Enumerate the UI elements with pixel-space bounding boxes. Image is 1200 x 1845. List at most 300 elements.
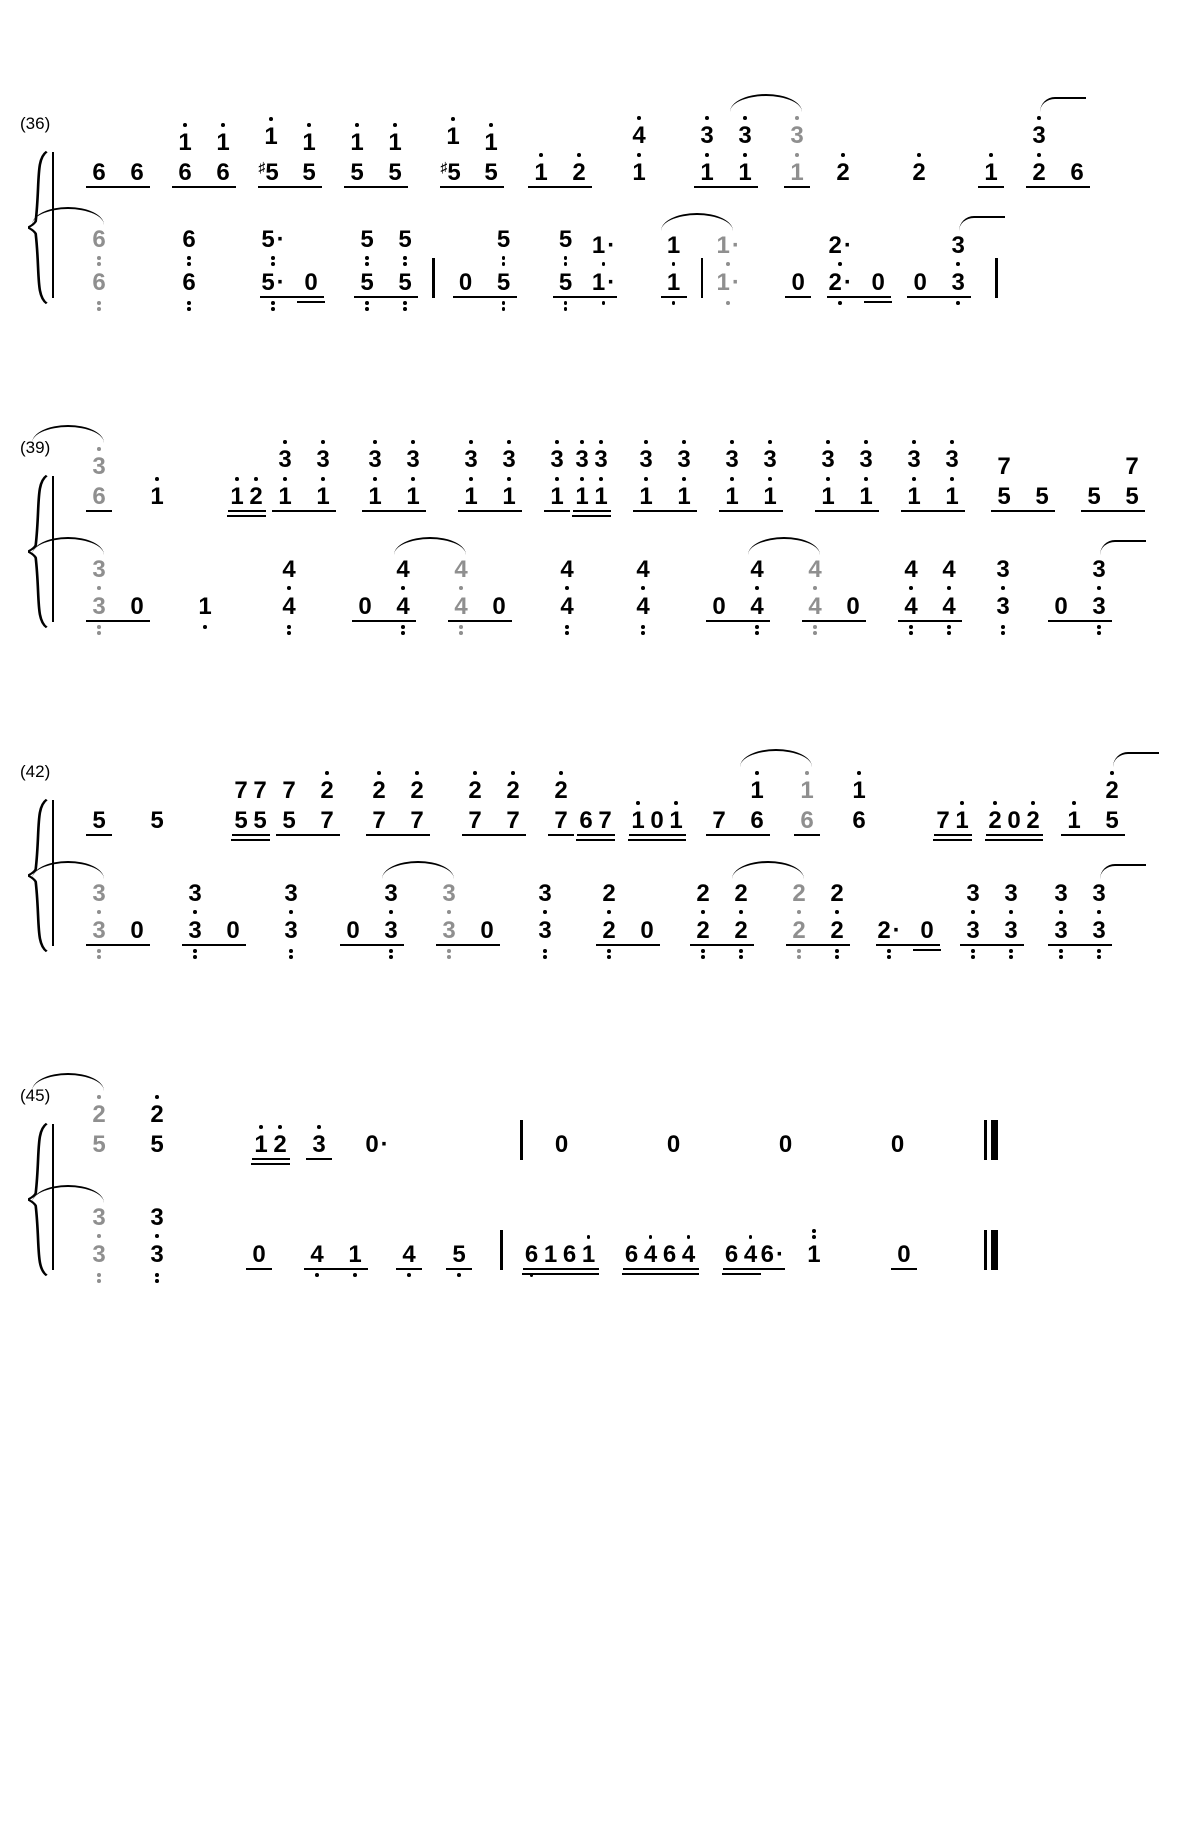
note (440, 117, 466, 150)
note-digit (719, 484, 745, 510)
digit: 4 (396, 593, 410, 620)
digit: 2 (696, 880, 710, 908)
octave-dot (271, 301, 275, 305)
note (706, 594, 732, 620)
digit: 4 (454, 556, 468, 584)
note-column (690, 881, 716, 944)
octave-dot (835, 955, 839, 959)
digit: 1 (725, 483, 739, 510)
octave-dots (998, 910, 1024, 914)
octave-dot (511, 771, 515, 775)
note (934, 808, 952, 834)
digit: 3 (92, 556, 106, 584)
note-digit (719, 447, 745, 473)
note (144, 477, 170, 510)
octave-dots (626, 116, 652, 120)
octave-dot (813, 625, 817, 629)
note (1086, 557, 1112, 590)
beat-group (554, 557, 580, 622)
note (786, 918, 812, 944)
note (561, 1242, 579, 1268)
note-digit (271, 1132, 289, 1158)
sharp-icon: ♯ (258, 159, 266, 175)
note-digit (960, 881, 986, 907)
digit: 1 (666, 269, 681, 296)
note-digit (344, 160, 370, 186)
note-column (478, 121, 504, 186)
measure-number: (39) (20, 438, 51, 457)
digit: 0 (666, 1131, 681, 1158)
digit: 3 (1092, 593, 1106, 620)
note-column (633, 438, 659, 510)
digit: 3 (700, 122, 714, 150)
octave-dot (403, 307, 407, 311)
note-column (784, 114, 810, 186)
octave-dot (864, 440, 868, 444)
staff-left-hand (60, 846, 1106, 946)
octave-dots (990, 623, 1016, 637)
note-column (144, 808, 170, 834)
note (885, 1132, 911, 1158)
note-digit (306, 1132, 332, 1158)
note-digit (272, 447, 298, 473)
note-column (344, 121, 370, 186)
octave-dots (260, 256, 286, 266)
note (998, 918, 1024, 944)
beat-group (661, 233, 687, 298)
note (898, 557, 924, 590)
digit: 1 (807, 1241, 821, 1268)
octave-dots (532, 910, 558, 914)
note-digit (671, 484, 697, 510)
octave-dots (853, 440, 879, 444)
octave-dots (304, 1271, 330, 1279)
digit: 2 (506, 777, 520, 804)
note-digit (86, 270, 112, 296)
beat-group (352, 557, 416, 622)
digit: 2 (877, 917, 891, 944)
octave-dots (354, 256, 380, 266)
octave-dots (906, 153, 932, 157)
digit: 3 (1092, 556, 1106, 584)
barline-thin (984, 1230, 987, 1270)
octave-dot (960, 801, 964, 805)
digit: 0 (358, 593, 372, 620)
octave-dot (287, 631, 291, 635)
note-column (553, 227, 579, 296)
note-column (786, 881, 812, 944)
note-column (623, 1242, 641, 1268)
octave-dot (564, 256, 568, 260)
note (623, 1242, 641, 1268)
note (554, 594, 580, 620)
octave-dot (1009, 955, 1013, 959)
note-digit (436, 918, 462, 944)
digit: 1 (368, 483, 382, 510)
note (366, 808, 392, 834)
note-digit (846, 778, 872, 804)
barline (701, 258, 704, 298)
note (182, 881, 208, 914)
note-digit (680, 1242, 698, 1268)
digit: 1 (302, 129, 316, 156)
note-column (298, 270, 324, 296)
digit: 5 (302, 159, 316, 186)
octave-dots (680, 1235, 698, 1239)
note (671, 477, 697, 510)
barline-thin (984, 1120, 987, 1160)
beat-group (784, 114, 810, 188)
digit: 5 (1087, 483, 1101, 510)
note (802, 557, 828, 590)
system-42 (20, 698, 1160, 946)
digit: 1 (348, 1241, 362, 1268)
octave-dot (543, 910, 547, 914)
sharp-icon: ♯ (440, 159, 448, 175)
digit: 3 (1004, 880, 1018, 908)
digit: 1 (1067, 807, 1081, 834)
beat-group (340, 881, 404, 946)
note-digit (144, 1242, 170, 1268)
note-column (680, 1233, 698, 1268)
octave-dot (97, 301, 101, 305)
digit: 3 (278, 446, 292, 474)
octave-dots (362, 477, 388, 481)
note (991, 454, 1017, 480)
note (630, 557, 656, 590)
note-digit (744, 808, 770, 834)
digit: 5 (360, 226, 374, 254)
note-column (907, 270, 933, 296)
note-digit (86, 594, 112, 620)
note (523, 1242, 541, 1268)
note (232, 808, 250, 834)
note-column (354, 227, 380, 296)
octave-dots (182, 947, 208, 961)
note-digit (744, 557, 770, 583)
octave-dot (602, 262, 606, 266)
note-digit (304, 1242, 330, 1268)
note (865, 270, 891, 296)
octave-dot (909, 586, 913, 590)
octave-dots (1086, 910, 1112, 914)
octave-dots (824, 947, 850, 961)
note-digit (1119, 454, 1145, 480)
digit: 3 (538, 880, 552, 908)
beat-group (144, 475, 170, 512)
octave-dot (365, 301, 369, 305)
octave-dots (801, 1229, 827, 1239)
note (577, 808, 595, 834)
digit: 0 (130, 593, 144, 620)
note-column (802, 557, 828, 620)
octave-dot (539, 153, 543, 157)
note-digit (1099, 778, 1125, 804)
note-digit (86, 918, 112, 944)
octave-dot (887, 949, 891, 953)
digit: 4 (632, 122, 646, 150)
octave-dot (389, 910, 393, 914)
octave-dot (1059, 910, 1063, 914)
octave-dots (728, 910, 754, 914)
note (172, 123, 198, 156)
note-column (885, 1132, 911, 1158)
beat-group (1048, 881, 1112, 946)
octave-dot (768, 440, 772, 444)
octave-dots (580, 1235, 598, 1239)
note-column (694, 114, 720, 186)
octave-dots (802, 623, 828, 637)
octave-dot (1059, 949, 1063, 953)
digit: 1 (406, 483, 420, 510)
digit: 1 (666, 232, 681, 260)
digit: 3 (575, 446, 589, 474)
note-column (172, 121, 198, 186)
octave-dot (97, 910, 101, 914)
note (251, 778, 269, 804)
digit: 1 (550, 483, 564, 510)
digit: 1 (446, 123, 460, 150)
note-digit (592, 484, 610, 510)
octave-dots (1026, 116, 1052, 120)
digit: 1 (594, 483, 608, 510)
note (272, 477, 298, 510)
octave-dot (97, 625, 101, 629)
note-column (719, 438, 745, 510)
octave-dot (271, 307, 275, 311)
beat-group (276, 557, 302, 622)
octave-dot (97, 307, 101, 311)
note (446, 1242, 472, 1268)
beat-group (276, 769, 340, 836)
note (176, 270, 202, 296)
digit: 2 (602, 880, 616, 908)
octave-dots (901, 440, 927, 444)
octave-dots (715, 299, 741, 307)
octave-dots (815, 440, 841, 444)
note-column (304, 1242, 330, 1268)
beat-group (232, 778, 270, 836)
digit: 2 (468, 777, 482, 804)
note-column (176, 227, 202, 296)
note-column (342, 1242, 368, 1268)
octave-dots (936, 623, 962, 637)
note-digit (396, 1242, 422, 1268)
note-digit (1086, 881, 1112, 907)
note (528, 153, 554, 186)
octave-dot (730, 477, 734, 481)
note (390, 557, 416, 590)
octave-dots (436, 947, 462, 961)
note-column (596, 808, 614, 834)
note (500, 808, 526, 834)
digit: 0 (890, 1131, 905, 1158)
digit: 0 (897, 1241, 911, 1268)
octave-dots (694, 116, 720, 120)
note-digit (246, 1242, 272, 1268)
note-digit (934, 808, 952, 834)
octave-dots (491, 299, 517, 313)
note (694, 116, 720, 149)
digit: 6 (760, 1241, 774, 1268)
note-digit (785, 270, 811, 296)
note (728, 918, 754, 944)
note (86, 1242, 112, 1268)
note-digit (553, 270, 579, 296)
beat-group (786, 881, 850, 946)
digit: 3 (821, 446, 835, 474)
note-digit (802, 594, 828, 620)
note-digit (453, 270, 479, 296)
note-digit (885, 1132, 911, 1158)
octave-dot (401, 586, 405, 590)
octave-dots (757, 477, 783, 481)
digit: 7 (410, 807, 424, 834)
tie-arc (661, 213, 733, 231)
note-digit (1086, 557, 1112, 583)
digit: 4 (402, 1241, 416, 1268)
note-digit (784, 123, 810, 149)
note (592, 440, 610, 473)
barline (520, 1120, 523, 1160)
octave-dot (507, 477, 511, 481)
note-column (591, 233, 617, 296)
digit: 5 (282, 807, 296, 834)
note-digit (802, 557, 828, 583)
note (742, 1235, 760, 1268)
system-39 (20, 374, 1160, 622)
note-digit (694, 160, 720, 186)
octave-dot (749, 1235, 753, 1239)
beat-group (176, 227, 202, 298)
digit: 3 (384, 880, 398, 908)
note (784, 116, 810, 149)
digit: 6 (852, 807, 866, 834)
note-column (945, 233, 971, 296)
octave-dots (314, 771, 340, 775)
note-column (815, 438, 841, 510)
note-column (953, 799, 971, 834)
octave-dot (403, 262, 407, 266)
note-digit (898, 594, 924, 620)
note-digit (532, 881, 558, 907)
note-column (661, 233, 687, 296)
octave-dot (672, 301, 676, 305)
note (362, 440, 388, 473)
octave-dots (86, 910, 112, 914)
note-digit (667, 808, 685, 834)
octave-dot (187, 256, 191, 260)
octave-dot (971, 955, 975, 959)
octave-dot (203, 625, 207, 629)
octave-dot (401, 625, 405, 629)
augmentation-dot: · (843, 269, 852, 296)
octave-dot (97, 1279, 101, 1283)
note-column (1099, 769, 1125, 834)
note (815, 440, 841, 473)
digit: 2 (830, 917, 844, 944)
note-digit (642, 1242, 660, 1268)
note-digit (544, 447, 570, 473)
digit: 0 (458, 269, 473, 296)
digit: 0 (913, 269, 927, 296)
digit: 6 (92, 226, 106, 254)
digit: 2 (828, 232, 842, 260)
octave-dot (835, 949, 839, 953)
digit: 1 (230, 483, 244, 510)
digit: 3 (384, 917, 398, 944)
note-digit (296, 160, 322, 186)
note (258, 154, 284, 186)
note (744, 771, 770, 804)
note-digit (596, 918, 622, 944)
octave-dots (396, 1271, 422, 1279)
note-column (260, 227, 286, 296)
digit: 3 (150, 1204, 164, 1232)
note-digit (661, 270, 687, 296)
octave-dots (591, 262, 617, 266)
octave-dot (947, 625, 951, 629)
note (671, 440, 697, 473)
note-digit (1061, 808, 1087, 834)
digit: 2 (1026, 807, 1040, 834)
digit: 3 (368, 446, 382, 474)
digit: 6 (750, 807, 764, 834)
octave-dots (436, 910, 462, 914)
octave-dot (580, 477, 584, 481)
note (1119, 484, 1145, 510)
note (978, 153, 1004, 186)
note-digit (630, 594, 656, 620)
note-column (124, 160, 150, 186)
octave-dot (259, 1125, 263, 1129)
octave-dot (155, 477, 159, 481)
note (728, 881, 754, 914)
digit: 3 (316, 446, 330, 474)
note (784, 153, 810, 186)
measure-number: (42) (20, 762, 51, 781)
beat-group (446, 1242, 472, 1270)
digit: 3 (284, 917, 298, 944)
note-digit (549, 1132, 575, 1158)
octave-dot (826, 477, 830, 481)
note-digit (554, 594, 580, 620)
tie-arc (730, 94, 802, 112)
note (786, 881, 812, 914)
note (1029, 484, 1055, 510)
note-digit (939, 447, 965, 473)
octave-dot (641, 625, 645, 629)
octave-dots (945, 299, 971, 307)
octave-dot (813, 586, 817, 590)
note-column (978, 151, 1004, 186)
note-column (891, 1242, 917, 1268)
note (366, 771, 392, 804)
note (496, 440, 522, 473)
octave-dots (258, 117, 284, 121)
note-column (936, 557, 962, 620)
note-digit (448, 594, 474, 620)
digit: 1 (543, 1241, 558, 1268)
digit: 1 (575, 483, 589, 510)
octave-dot (459, 586, 463, 590)
note-digit (144, 1205, 170, 1231)
digit: 6 (800, 807, 814, 834)
digit: 5 (1035, 483, 1049, 510)
octave-dot (743, 116, 747, 120)
octave-dot (768, 477, 772, 481)
note (744, 808, 770, 834)
